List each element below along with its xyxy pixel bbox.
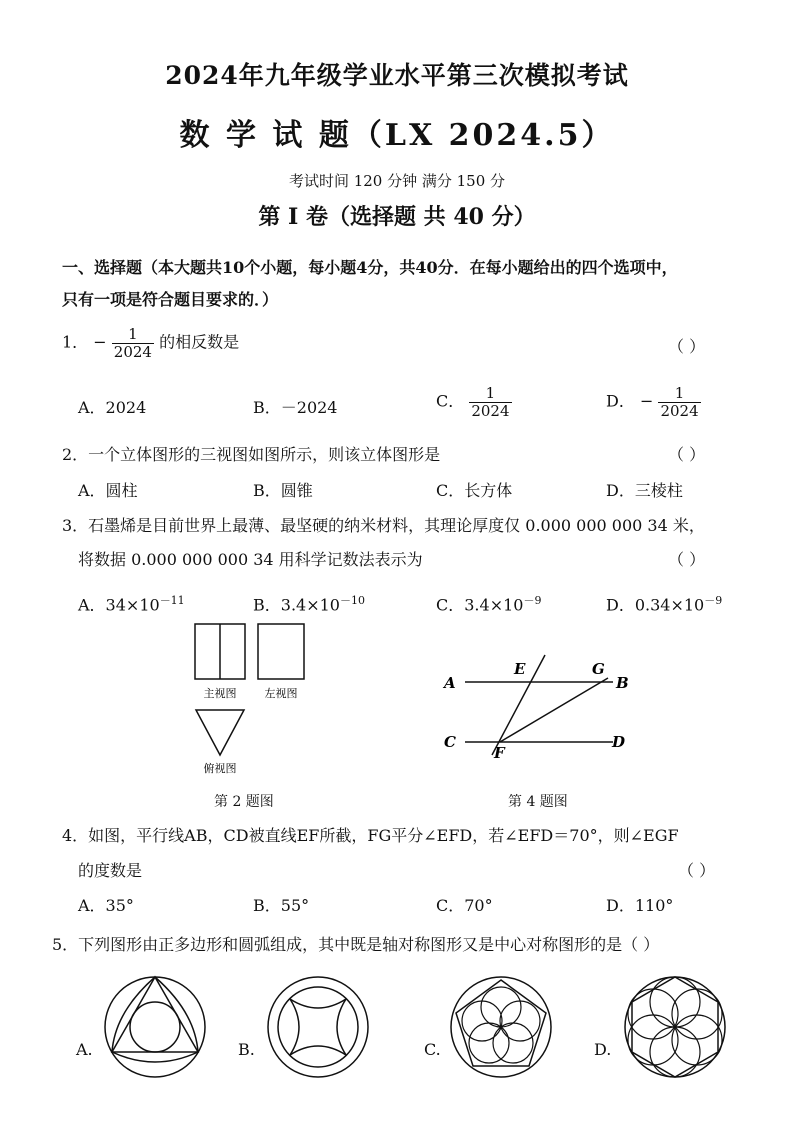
q1-option-d-label: D． [606,391,635,411]
q1-c-den: 2024 [471,401,510,420]
q5-option-d[interactable]: D. [594,1040,612,1059]
front-view-label: 主视图 [203,687,237,700]
q3-b-exp: －10 [339,594,365,607]
top-view-label: 俯视图 [203,762,237,775]
left-view-rect [258,624,304,679]
subject-title: 数 学 试 题（LX 2024.5） [179,118,615,153]
q1-answer-blank[interactable]: （ ） [668,337,706,356]
label-e: E [514,660,526,678]
q1-number: 1． [62,332,89,352]
q1-option-d[interactable] [606,385,701,419]
q4-option-a[interactable]: A．35° [78,896,134,915]
q3-c-exp: －9 [523,594,542,607]
figure-2-caption: 第 2 题图 [214,794,274,810]
q1-c-num: 1 [469,385,511,403]
label-b: B [616,674,629,692]
q1-d-minus: − [639,391,654,411]
question-3-line2: 将数据 0.000 000 000 34 用科学记数法表示为 [78,550,423,569]
exam-meta: 考试时间 120 分钟 满分 150 分 [288,172,506,190]
q4-option-b[interactable]: B．55° [253,896,310,915]
q1-frac-den: 2024 [113,342,152,361]
question-4-line1: 4．如图，平行线AB，CD被直线EF所截，FG平分∠EFD，若∠EFD＝70°，则∠EGF [62,826,679,845]
q1-option-d-fraction [658,385,700,419]
q1-fraction [112,326,154,360]
q1-option-c-fraction [469,385,511,419]
q1-d-den: 2024 [660,401,699,420]
label-f: F [494,744,505,762]
q5-c-petal-3 [493,1023,533,1063]
left-view-label: 左视图 [264,687,298,700]
q3-option-c[interactable] [436,592,541,615]
label-g: G [592,660,605,678]
q3-a-exp: －11 [159,594,185,607]
q5-option-c[interactable]: C. [424,1040,441,1059]
q5-figure-a [100,972,210,1082]
q4-option-d[interactable]: D．110° [606,896,674,915]
q5-a-inner-circle [130,1002,180,1052]
figure-2-three-views [180,615,320,810]
q3-option-b[interactable] [253,592,365,615]
q1-text: 的相反数是 [159,332,240,352]
q2-option-b[interactable]: B．圆锥 [253,481,313,500]
section-title: 第 I 卷（选择题 共 40 分） [258,204,536,230]
question-1 [62,326,239,360]
q3-c-base: C．3.4×10 [436,595,524,615]
top-view-triangle [196,710,244,755]
q5-option-a[interactable]: A. [76,1040,93,1059]
q2-option-d[interactable]: D．三棱柱 [606,481,683,500]
label-c: C [444,733,456,751]
q5-c-petal-4 [469,1023,509,1063]
question-4-line2: 的度数是 [78,861,143,880]
q3-b-base: B．3.4×10 [253,595,340,615]
q5-option-b[interactable]: B. [238,1040,255,1059]
instructions-line1: 一、选择题（本大题共10个小题，每小题4分，共40分．在每小题给出的四个选项中， [62,258,678,277]
question-5: 5．下列图形由正多边形和圆弧组成，其中既是轴对称图形又是中心对称图形的是（ ） [52,935,660,954]
exam-title: 2024年九年级学业水平第三次模拟考试 [165,61,629,90]
q5-b-star [290,999,346,1055]
q3-option-a[interactable] [78,592,185,615]
q1-frac-num: 1 [112,326,154,344]
q5-figure-b [263,972,373,1082]
q3-a-base: A．34×10 [78,595,160,615]
question-3-line1: 3．石墨烯是目前世界上最薄、最坚硬的纳米材料，其理论厚度仅 0.000 000 000 34 米， [62,516,705,535]
q5-figure-c [446,972,556,1082]
q1-minus: − [93,332,107,352]
q1-option-a[interactable]: A．2024 [78,398,147,417]
q5-figure-d [620,972,730,1082]
instructions-line2: 只有一项是符合题目要求的．） [62,290,279,309]
q4-option-c[interactable]: C．70° [436,896,493,915]
q5-c-pentagon [456,980,546,1066]
q3-d-base: D．0.34×10 [606,595,705,615]
figure-4-parallel-lines [430,645,640,765]
q1-option-c[interactable] [436,385,512,419]
q5-c-petal-1 [481,987,521,1027]
q3-option-d[interactable] [606,592,722,615]
q3-d-exp: －9 [704,594,723,607]
figure-4-caption: 第 4 题图 [508,794,568,810]
q2-option-c[interactable]: C．长方体 [436,481,513,500]
q3-answer-blank[interactable]: （ ） [668,550,706,569]
q4-answer-blank[interactable]: （ ） [678,861,716,880]
q2-option-a[interactable]: A．圆柱 [78,481,138,500]
q5-a-arcs [112,977,198,1062]
q5-c-petal-5 [462,1001,502,1041]
q2-answer-blank[interactable]: （ ） [668,445,706,464]
question-2: 2．一个立体图形的三视图如图所示，则该立体图形是 [62,445,441,464]
q1-option-b[interactable]: B．－2024 [253,398,338,417]
label-d: D [612,733,626,751]
q1-d-num: 1 [658,385,700,403]
q5-c-petal-2 [500,1001,540,1041]
label-a: A [444,674,456,692]
q5-b-outer-circle [268,977,368,1077]
q5-a-triangle [112,977,198,1052]
q1-option-c-label: C． [436,391,465,411]
